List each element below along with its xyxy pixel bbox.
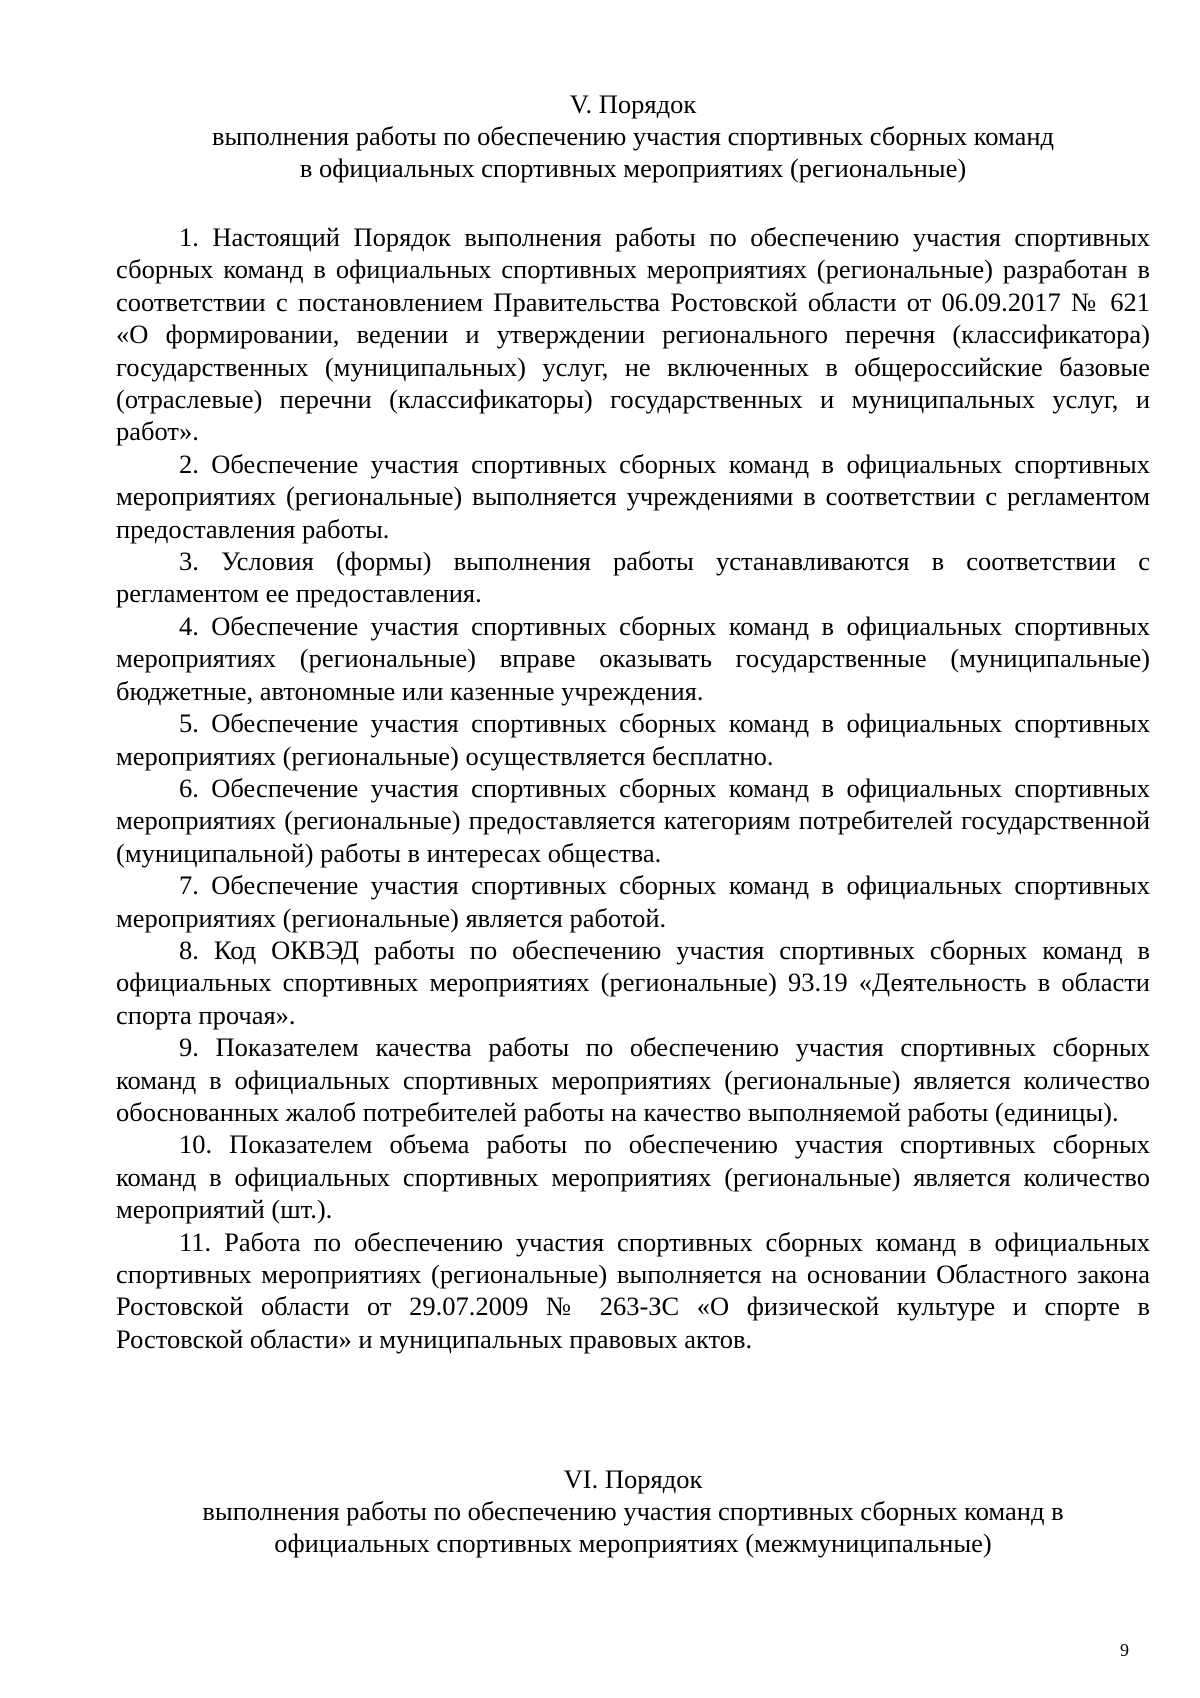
section-5-title: V. Порядок: [569, 89, 697, 119]
section-6-title: VI. Порядок: [563, 1464, 703, 1494]
paragraph-3: 3. Условия (формы) выполнения работы устанавливаются в соответствии с регламентом ее предоставления.: [116, 546, 1150, 609]
section-5-subtitle-line-1: выполнения работы по обеспечению участия спортивных сборных команд: [211, 121, 1055, 151]
paragraph-7: 7. Обеспечение участия спортивных сборных команд в официальных спортивных мероприятиях (региональные) является работой.: [116, 870, 1150, 933]
paragraph-11: 11. Работа по обеспечению участия спортивных сборных команд в официальных спортивных мероприятиях (региональные) выполняется на основании Областного закона Ростовской области от 29.07.2009 № 263-ЗС «О физической культуре и спорте в Ростовской области» и муниципальных правовых актов.: [116, 1226, 1150, 1354]
paragraph-5: 5. Обеспечение участия спортивных сборных команд в официальных спортивных мероприятиях (региональные) осуществляется бесплатно.: [116, 708, 1150, 771]
section-6-heading: [116, 1463, 1150, 1559]
section-5: [116, 88, 1150, 1355]
section-6: [116, 1463, 1150, 1559]
section-5-subtitle-line-2: в официальных спортивных мероприятиях (региональные): [299, 153, 967, 183]
paragraph-8: 8. Код ОКВЭД работы по обеспечению участия спортивных сборных команд в официальных спортивных мероприятиях (региональные) 93.19 «Деятельность в области спорта прочая».: [116, 934, 1150, 1030]
section-6-subtitle-line-1: выполнения работы по обеспечению участия спортивных сборных команд в: [202, 1496, 1064, 1526]
paragraph-6: 6. Обеспечение участия спортивных сборных команд в официальных спортивных мероприятиях (региональные) предоставляется категориям потребителей государственной (муниципальной) работы в интересах общества.: [116, 772, 1150, 868]
section-6-subtitle-line-2: официальных спортивных мероприятиях (межмуниципальные): [274, 1528, 992, 1558]
paragraph-4: 4. Обеспечение участия спортивных сборных команд в официальных спортивных мероприятиях (региональные) вправе оказывать государственные (муниципальные) бюджетные, автономные или казенные учреждения.: [116, 610, 1150, 706]
page-number: 9: [1120, 1640, 1129, 1660]
paragraph-1: 1. Настоящий Порядок выполнения работы по обеспечению участия спортивных сборных команд в официальных спортивных мероприятиях (региональные) разработан в соответствии с постановлением Правительства Ростовской области от 06.09.2017 № 621 «О формировании, ведении и утверждении регионального перечня (классификатора) государственных (муниципальных) услуг, не включенных в общероссийские базовые (отраслевые) перечни (классификаторы) государственных и муниципальных услуг, и работ».: [116, 222, 1150, 447]
section-5-heading: [116, 88, 1150, 184]
paragraph-10: 10. Показателем объема работы по обеспечению участия спортивных сборных команд в официальных спортивных мероприятиях (региональные) является количество мероприятий (шт.).: [116, 1129, 1150, 1225]
paragraph-2: 2. Обеспечение участия спортивных сборных команд в официальных спортивных мероприятиях (региональные) выполняется учреждениями в соответствии с регламентом предоставления работы.: [116, 448, 1150, 544]
paragraph-9: 9. Показателем качества работы по обеспечению участия спортивных сборных команд в официальных спортивных мероприятиях (региональные) является количество обоснованных жалоб потребителей работы на качество выполняемой работы (единицы).: [116, 1032, 1150, 1127]
section-5-body: [116, 221, 1150, 1355]
